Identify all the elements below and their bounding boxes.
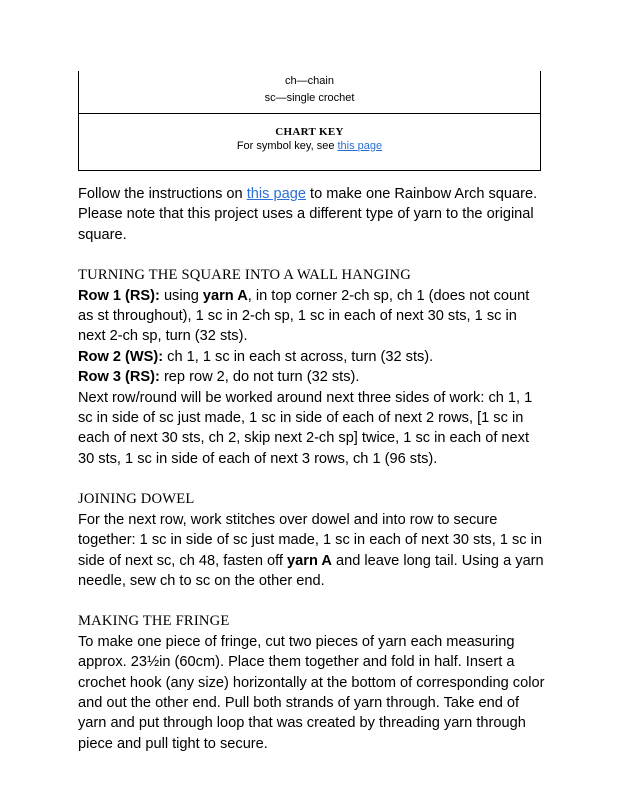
section-fringe [78, 611, 548, 754]
row-3 [78, 367, 548, 387]
row-1-label: Row 1 (RS): [78, 287, 160, 304]
row-1-text-a: using [159, 287, 203, 304]
abbreviation-sc: sc—single crochet [264, 92, 355, 104]
intro-text-start: Follow the instructions on [78, 186, 247, 202]
intro-link[interactable]: this page [246, 186, 306, 202]
instructions [78, 184, 548, 774]
row-3-label: Row 3 (RS): [78, 369, 160, 386]
section-heading: JOINING DOWEL [78, 491, 195, 508]
section-wall-hanging [78, 265, 548, 469]
chart-key-label: For symbol key, see [236, 140, 338, 152]
section-joining-dowel [78, 489, 548, 591]
abbreviations-box [78, 71, 541, 113]
row-2 [78, 347, 548, 367]
section-heading: MAKING THE FRINGE [78, 613, 230, 630]
dowel-yarn: yarn A [287, 552, 332, 569]
chart-key-box [78, 113, 541, 171]
row-3-text: rep row 2, do not turn (32 sts). [159, 369, 360, 386]
chart-key-text [79, 140, 540, 152]
fringe-text: To make one piece of fringe, cut two pieces of yarn each measuring approx. 23½in (60cm). Place them together and fold in half. Insert a crochet hook (any size) horizontally at the bottom of corresponding color and out the other end. Pull both strands of yarn through. Take end of yarn and put through loop that was created by threading yarn through piece and pull tight to secure. [78, 633, 545, 752]
abbreviation-ch: ch—chain [285, 75, 334, 87]
dowel-text-b: and leave long tail. Using a yarn needle, sew ch to sc on the other end. [78, 552, 544, 589]
chart-key-title: CHART KEY [275, 126, 344, 138]
dowel-text-a: For the next row, work stitches over dowel and into row to secure together: 1 sc in side of sc just made, 1 sc in each of next 30 sts, 1 sc in side of next sc, ch 48, fasten off [78, 511, 542, 569]
row-2-text: ch 1, 1 sc in each st across, turn (32 sts). [163, 348, 434, 365]
chart-key-link[interactable]: this page [337, 140, 383, 152]
section-heading: TURNING THE SQUARE INTO A WALL HANGING [78, 267, 411, 284]
dowel-text [78, 510, 548, 592]
intro-paragraph [78, 184, 548, 245]
row-1-text-b: , in top corner 2-ch sp, ch 1 (does not count as st throughout), 1 sc in 2-ch sp, 1 sc in each of next 30 sts, 1 sc in next 2-ch sp, turn (32 sts). [78, 287, 530, 345]
row-2-label: Row 2 (WS): [78, 348, 164, 365]
row-1 [78, 286, 548, 347]
intro-text-end: to make one Rainbow Arch square. Please note that this project uses a different type of yarn to the original square. [78, 186, 538, 243]
next-row-text: Next row/round will be worked around next three sides of work: ch 1, 1 sc in side of sc just made, 1 sc in side of each of next 2 rows, [1 sc in each of next 30 sts, ch 2, skip next 2-ch sp] twice, 1 sc in each of next 30 sts, 1 sc in side of each of next 3 rows, ch 1 (96 sts). [78, 389, 533, 467]
row-1-yarn: yarn A [202, 287, 248, 304]
